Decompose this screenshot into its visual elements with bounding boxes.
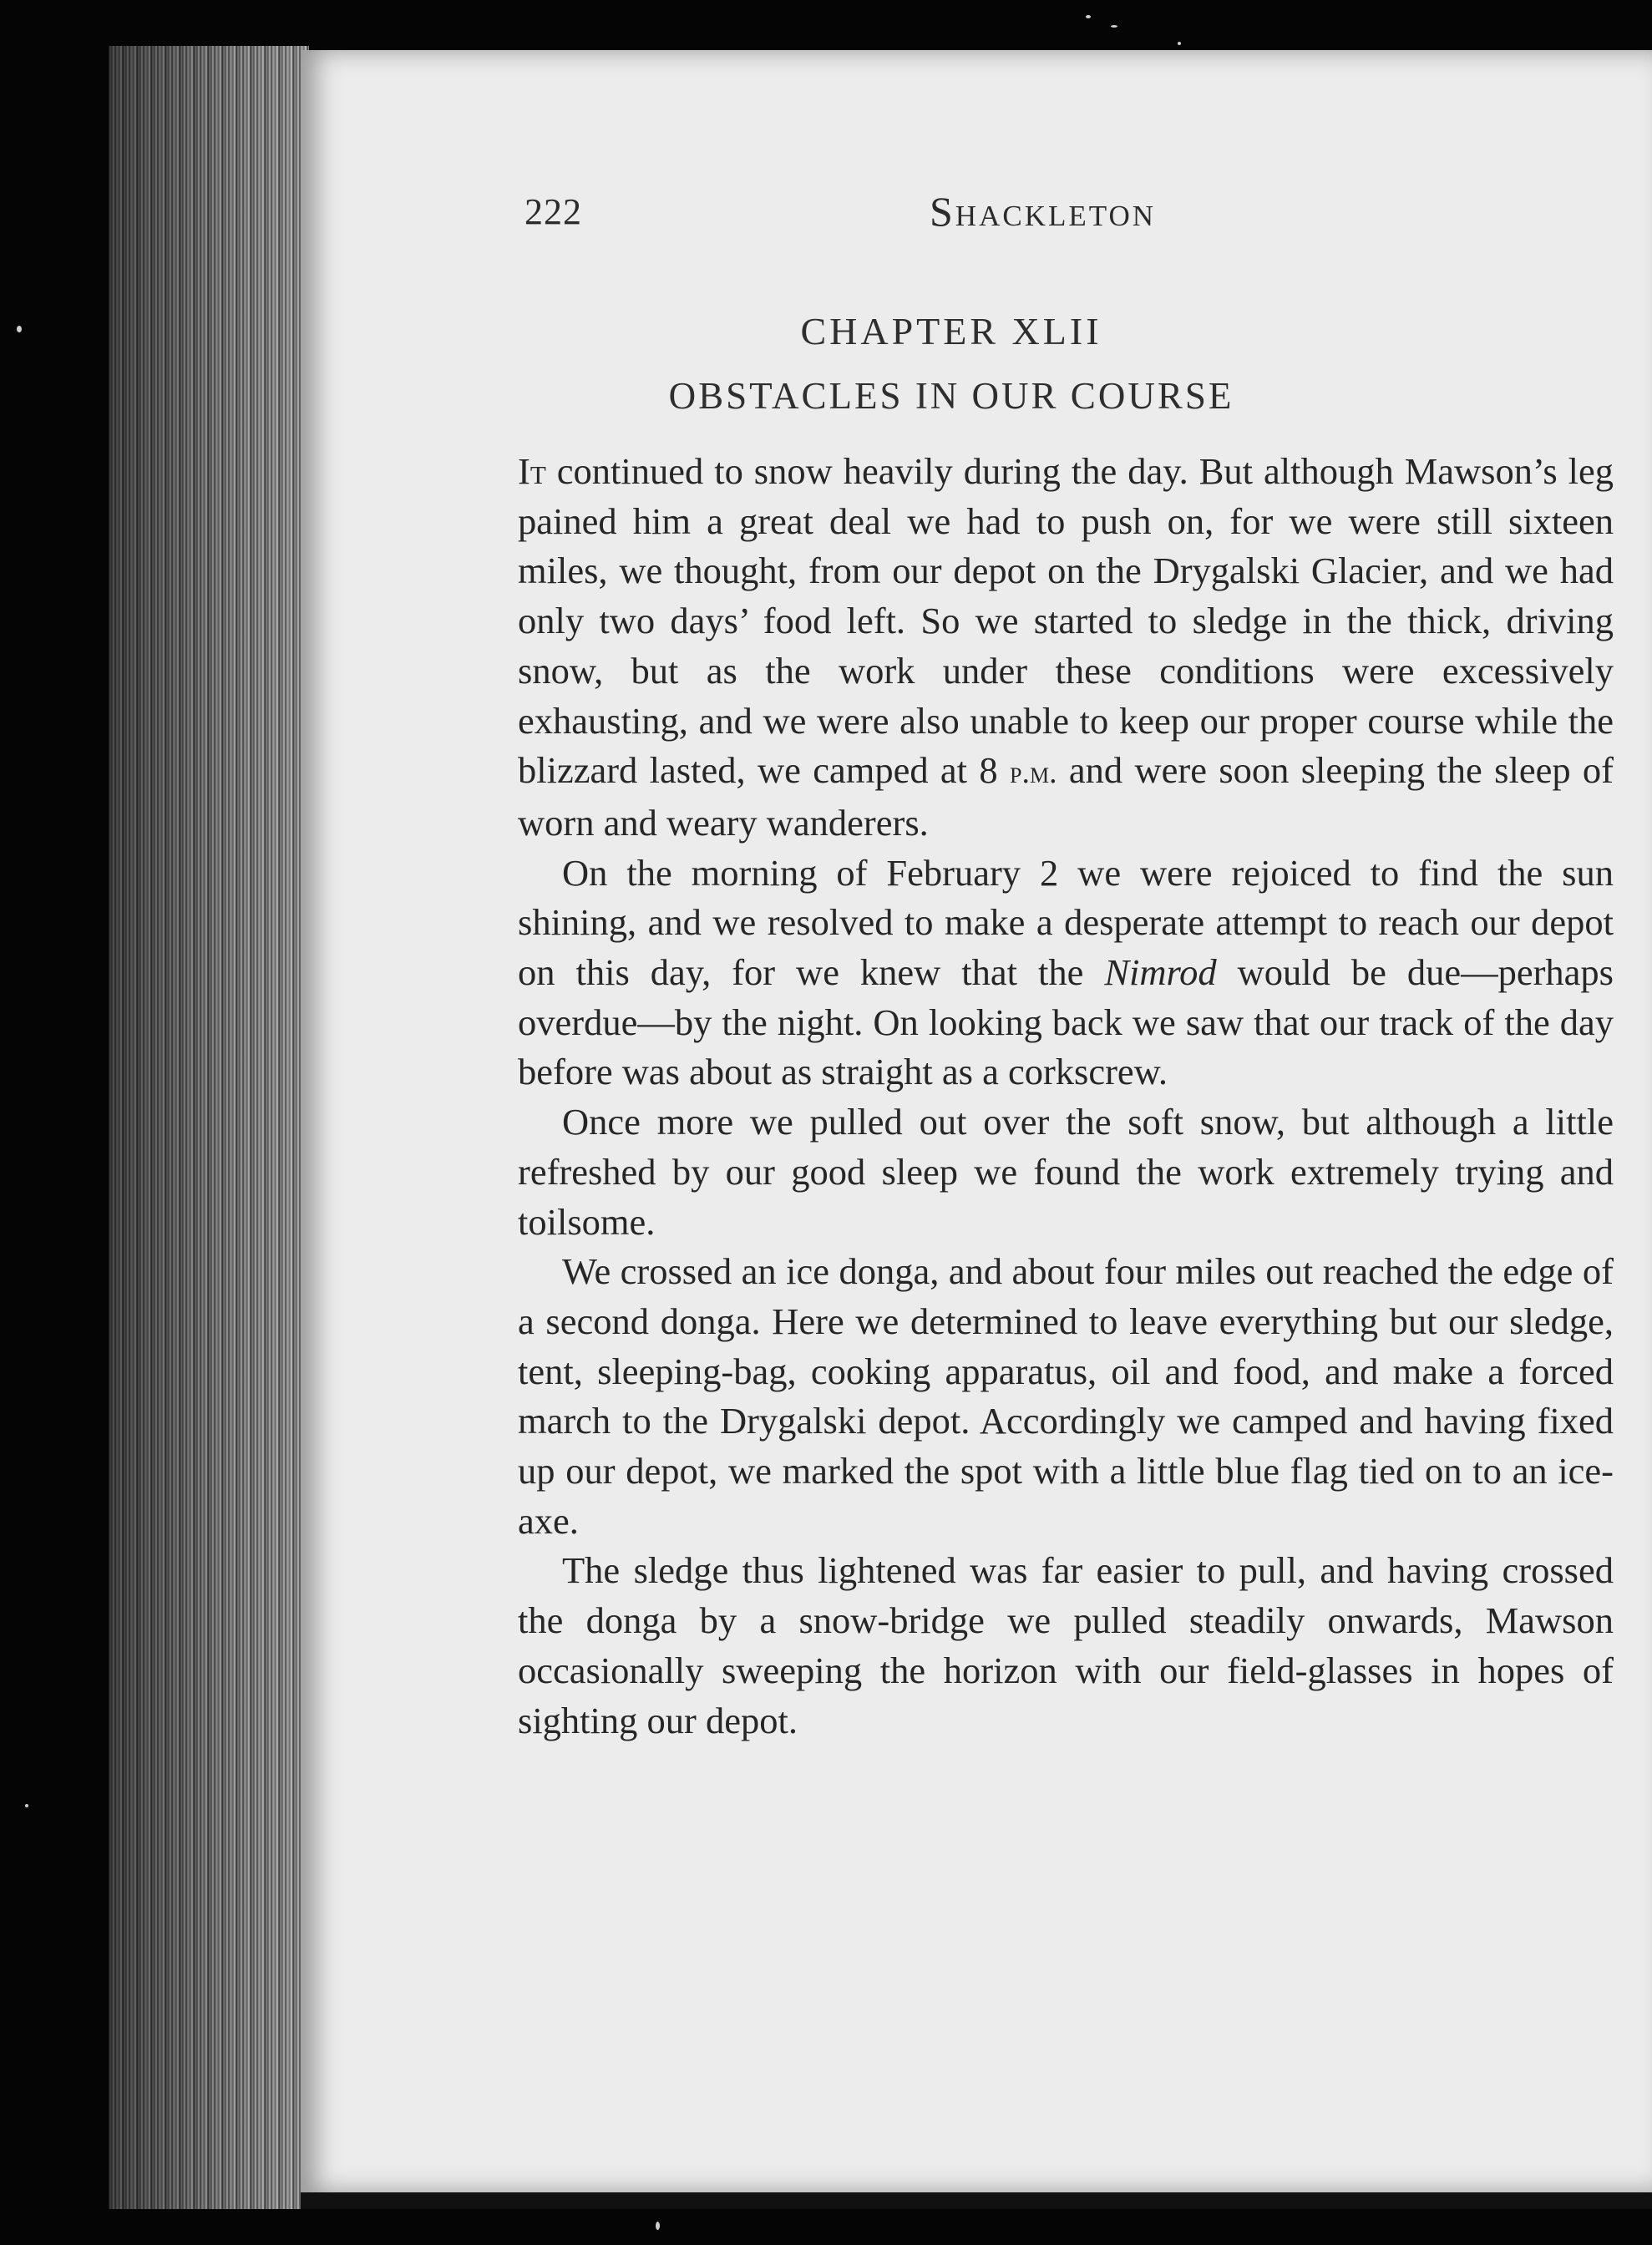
paragraph: Once more we pulled out over the soft snow, but although a little refreshed by our good sleep we found the work extremely trying and toilsome. bbox=[518, 1101, 1614, 1243]
lead-word: It bbox=[518, 450, 546, 492]
chapter-number: CHAPTER XLII bbox=[800, 310, 1102, 352]
paragraph-text: continued to snow heavily during the day. But although Mawson’s leg pained him a great deal we had to push on, for we were still sixteen miles, we thought, from our depot on the Drygalski Glacier, and we had only two days’ food left. So we started to sledge in the thick, driving snow, but as the work under these conditions were excessively exhausting, and we were also unable to keep our proper course while the blizzard lasted, we camped at 8 bbox=[518, 450, 1614, 792]
paragraph bbox=[518, 447, 1614, 849]
paragraph: The sledge thus lightened was far easier to pull, and having crossed the donga by a snow-bridge we pulled steadily onwards, Mawson occasionally sweeping the horizon with our field-glasses in hopes of sighting our depot. bbox=[518, 1549, 1614, 1741]
book-page-edges bbox=[109, 46, 309, 2209]
paragraph-text: and were soon sleeping the sleep of worn and weary wanderers. bbox=[518, 749, 1614, 844]
paragraph bbox=[518, 849, 1614, 1098]
page-bottom-shadow bbox=[301, 2192, 1652, 2209]
time-abbreviation: p.m. bbox=[1010, 755, 1057, 791]
paragraph-text: would be due—perhaps overdue—by the night. On looking back we saw that our track of the day before was about as straight as a corkscrew. bbox=[518, 951, 1614, 1093]
running-head bbox=[524, 190, 1243, 249]
paragraph: We crossed an ice donga, and about four miles out reached the edge of a second donga. Here we determined to leave everything but our sledge, tent, sleeping-bag, cooking apparatus, oil and food, and make a forced march to the Drygalski depot. Accordingly we camped and having fixed up our depot, we marked the spot with a little blue flag tied on to an ice-axe. bbox=[518, 1250, 1614, 1542]
scan-speck bbox=[1086, 15, 1091, 18]
ship-name: Nimrod bbox=[1104, 951, 1217, 994]
body-text bbox=[518, 447, 1614, 1746]
chapter-title: OBSTACLES IN OUR COURSE bbox=[668, 375, 1234, 417]
page-number: 222 bbox=[524, 191, 582, 232]
running-title: Shackleton bbox=[930, 188, 1157, 235]
scan-speck bbox=[656, 2222, 660, 2230]
scan-speck bbox=[1111, 25, 1117, 28]
scan-speck bbox=[1178, 42, 1181, 45]
scan-speck bbox=[25, 1804, 28, 1807]
paragraph-text: On the morning of February 2 we were rejoiced to find the sun shining, and we resolved to make a desperate attempt to reach our depot on this day, for we knew that the bbox=[518, 851, 1614, 994]
